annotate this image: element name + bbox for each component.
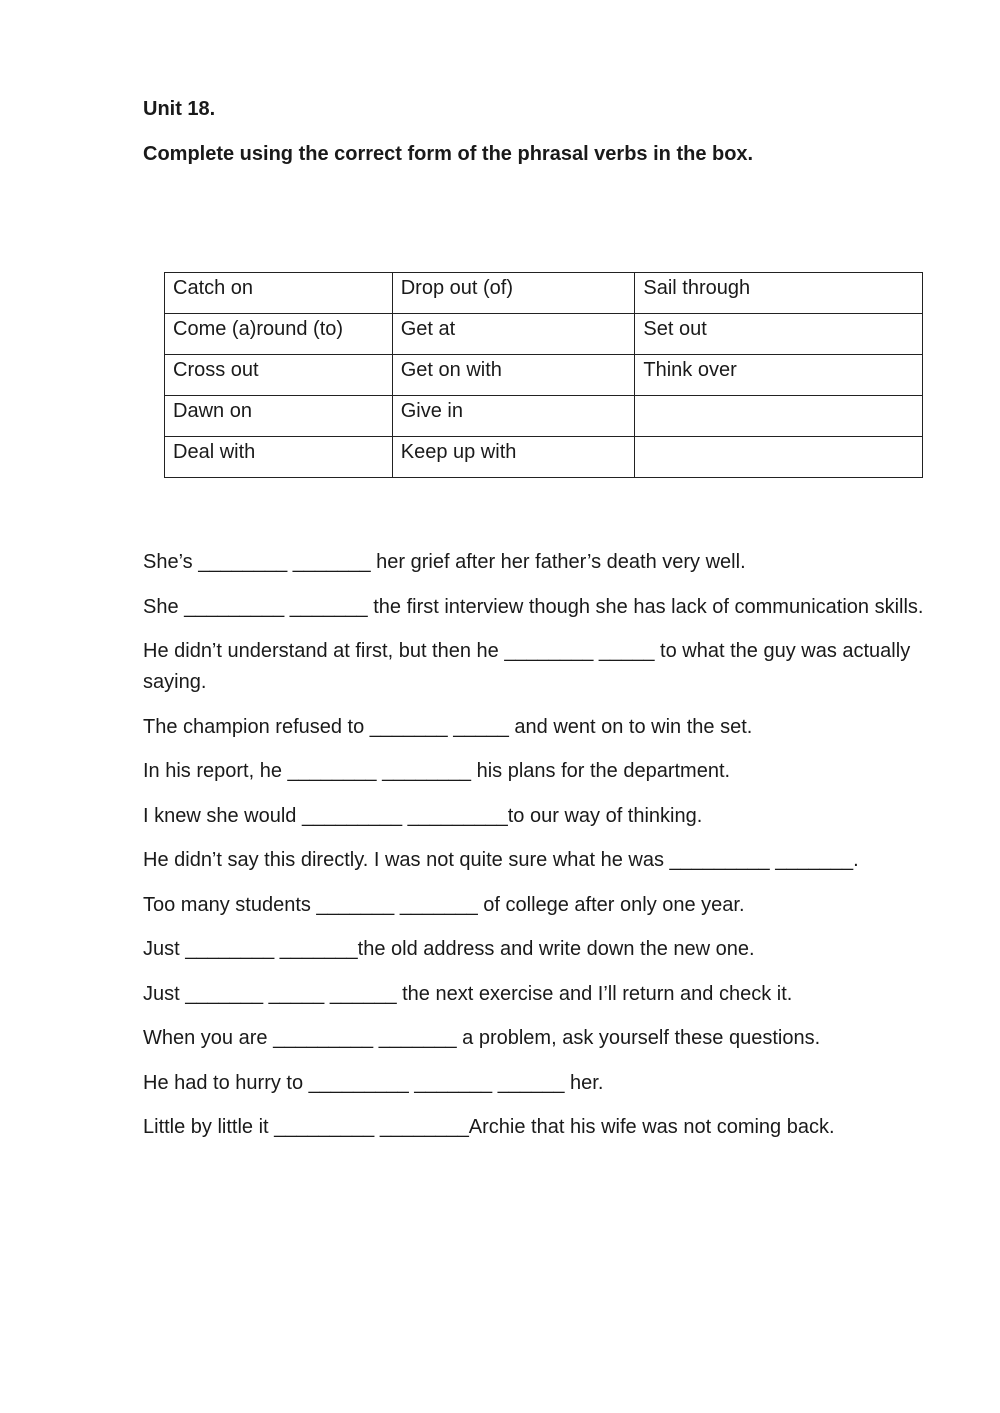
verb-cell-empty [635, 396, 923, 437]
verb-cell: Set out [635, 314, 923, 355]
exercise-sentence: I knew she would _________ _________to our way of thinking. [143, 804, 703, 827]
verb-box-row [165, 314, 923, 355]
verb-cell: Drop out (of) [392, 273, 635, 314]
exercise-sentence: He had to hurry to _________ _______ ______ her. [143, 1071, 604, 1094]
verb-cell: Catch on [165, 273, 393, 314]
verb-cell: Think over [635, 355, 923, 396]
verb-cell: Deal with [165, 437, 393, 478]
verb-box-row [165, 437, 923, 478]
exercise-sentence: She _________ _______ the first interview though she has lack of communication skills. [143, 595, 924, 618]
phrasal-verb-box [164, 272, 923, 478]
verb-box-row [165, 396, 923, 437]
verb-cell: Dawn on [165, 396, 393, 437]
exercise-sentence: Just _______ _____ ______ the next exercise and I’ll return and check it. [143, 982, 793, 1005]
unit-title: Unit 18. [143, 98, 216, 120]
instructions: Complete using the correct form of the phrasal verbs in the box. [143, 143, 754, 165]
verb-cell: Keep up with [392, 437, 635, 478]
exercise-sentence: In his report, he ________ ________ his plans for the department. [143, 760, 731, 782]
exercise-sentence: Just ________ _______the old address and write down the new one. [143, 938, 755, 960]
verb-box-row [165, 273, 923, 314]
verb-cell-empty [635, 437, 923, 478]
exercise-sentence: He didn’t say this directly. I was not quite sure what he was _________ _______. [143, 849, 859, 871]
verb-cell: Come (a)round (to) [165, 314, 393, 355]
verb-cell: Get at [392, 314, 635, 355]
exercise-sentences [143, 547, 933, 1157]
verb-cell: Cross out [165, 355, 393, 396]
verb-cell: Get on with [392, 355, 635, 396]
exercise-sentence: When you are _________ _______ a problem, ask yourself these questions. [143, 1027, 821, 1049]
exercise-sentence: Too many students _______ _______ of college after only one year. [143, 893, 745, 916]
verb-cell: Give in [392, 396, 635, 437]
exercise-sentence: She’s ________ _______ her grief after her father’s death very well. [143, 551, 746, 573]
verb-cell: Sail through [635, 273, 923, 314]
exercise-sentence: He didn’t understand at first, but then he ________ _____ to what the guy was actually saying. [143, 640, 911, 693]
exercise-sentence: Little by little it _________ ________Archie that his wife was not coming back. [143, 1116, 835, 1138]
exercise-sentence: The champion refused to _______ _____ and went on to win the set. [143, 715, 753, 738]
verb-box-row [165, 355, 923, 396]
